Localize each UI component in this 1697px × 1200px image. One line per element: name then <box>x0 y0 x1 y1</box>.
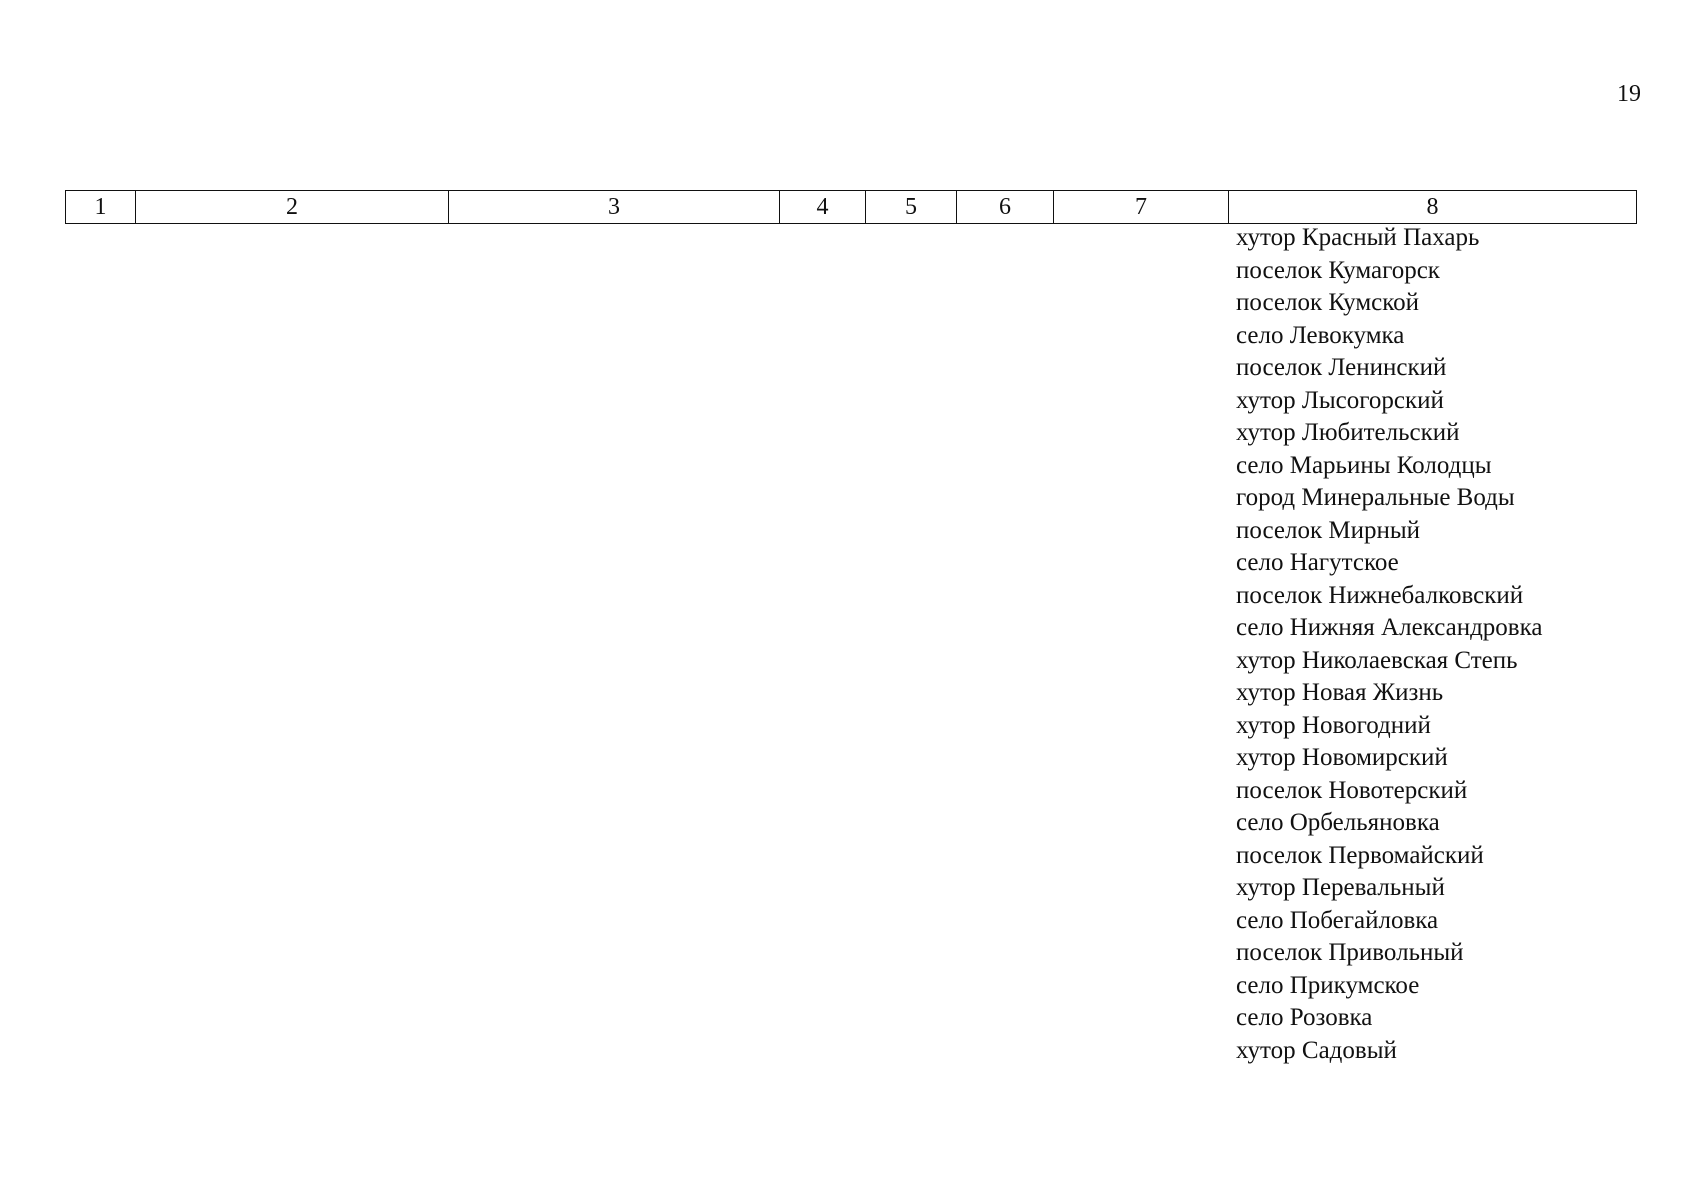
settlement-item: хутор Лысогорский <box>1236 386 1444 414</box>
settlement-item: хутор Перевальный <box>1236 874 1445 901</box>
settlement-item: поселок Кумагорск <box>1236 256 1440 284</box>
settlement-item: село Орбельяновка <box>1236 809 1440 836</box>
settlement-item: хутор Новогодний <box>1236 711 1431 739</box>
settlement-item: село Марьины Колодцы <box>1236 451 1492 479</box>
column-number-6: 6 <box>957 191 1054 224</box>
column-number-5: 5 <box>866 191 957 224</box>
settlement-item: хутор Садовый <box>1236 1036 1397 1064</box>
settlement-item: село Прикумское <box>1236 971 1420 999</box>
settlement-item: поселок Новотерский <box>1236 776 1468 804</box>
settlement-item: хутор Новая Жизнь <box>1236 679 1444 706</box>
settlement-item: село Нагутское <box>1236 549 1399 576</box>
settlement-item: хутор Красный Пахарь <box>1236 224 1480 251</box>
settlement-item: село Нижняя Александровка <box>1236 614 1543 641</box>
column-number-header-table <box>65 190 1637 224</box>
settlement-item: поселок Ленинский <box>1236 354 1447 381</box>
settlement-item: село Левокумка <box>1236 321 1405 349</box>
header-row <box>66 191 1637 224</box>
column-number-2: 2 <box>136 191 449 224</box>
page-number: 19 <box>1617 81 1641 107</box>
column-number-7: 7 <box>1054 191 1229 224</box>
settlement-item: село Побегайловка <box>1236 906 1439 934</box>
column-number-3: 3 <box>449 191 780 224</box>
settlement-item: хутор Любительский <box>1236 419 1460 446</box>
settlement-item: село Розовка <box>1236 1004 1373 1031</box>
settlement-item: поселок Кумской <box>1236 289 1420 316</box>
settlement-item: хутор Николаевская Степь <box>1236 646 1518 674</box>
column-number-8: 8 <box>1229 191 1637 224</box>
column-number-4: 4 <box>780 191 866 224</box>
settlement-item: хутор Новомирский <box>1236 744 1448 771</box>
settlement-item: поселок Мирный <box>1236 516 1421 544</box>
settlement-item: поселок Привольный <box>1236 939 1464 966</box>
settlement-item: поселок Первомайский <box>1236 841 1484 869</box>
settlement-item: поселок Нижнебалковский <box>1236 581 1524 609</box>
column-number-1: 1 <box>66 191 136 224</box>
settlement-item: город Минеральные Воды <box>1236 484 1515 511</box>
settlement-list <box>1236 222 1542 1067</box>
